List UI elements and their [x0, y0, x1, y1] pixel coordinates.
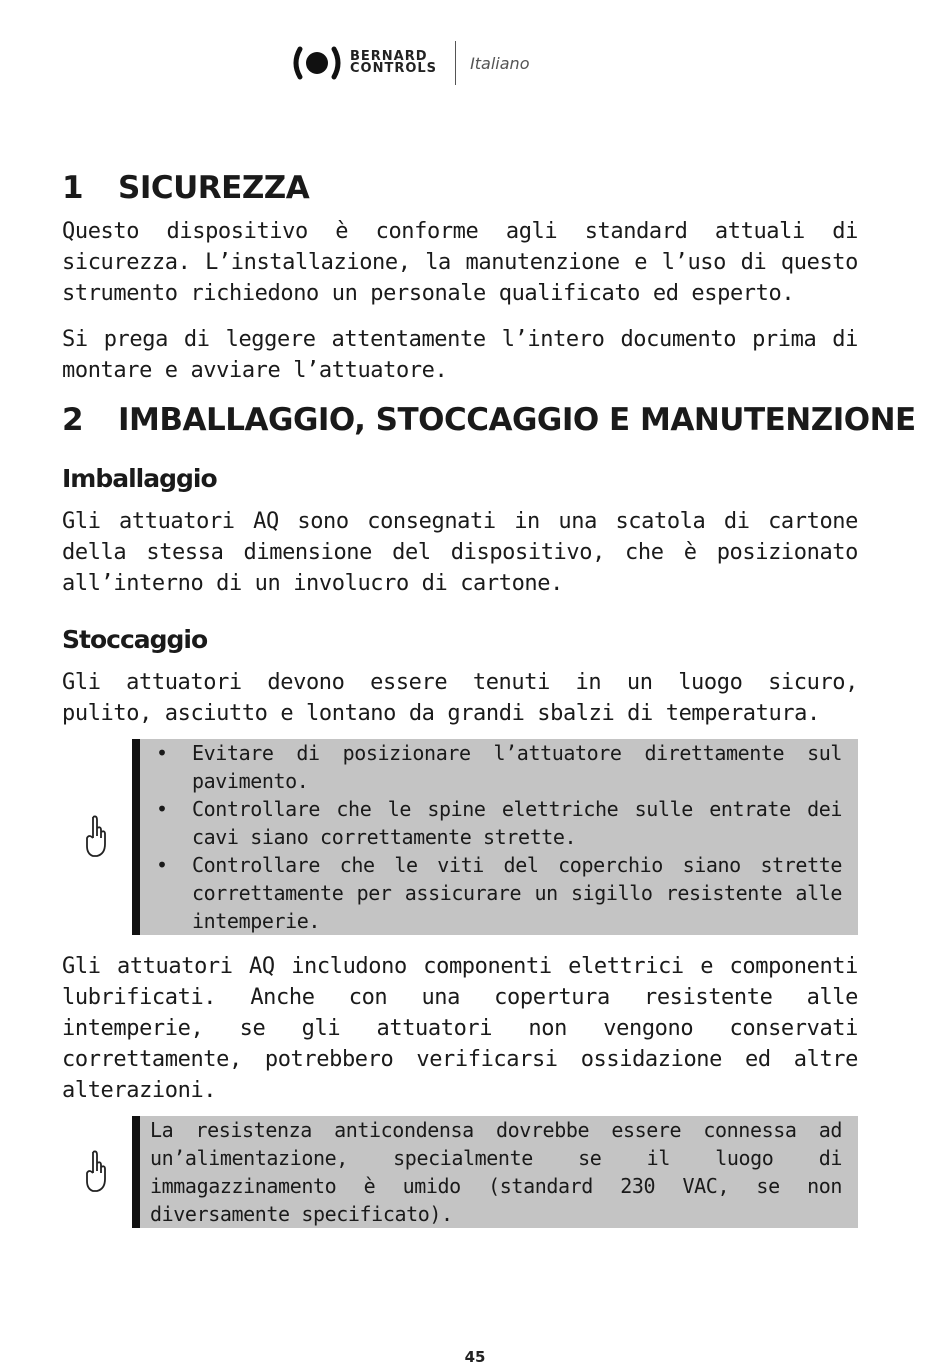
note-list-item: • Controllare che le viti del coperchio siano strette correttamente per assicurare un sigillo resistente alle intemperie. — [192, 851, 842, 935]
page-header — [290, 40, 529, 86]
storage-paragraph-2: Gli attuatori AQ includono componenti elettrici e componenti lubrificati. Anche con una copertura resistente alle intemperie, se gli attuatori non vengono conservati correttamente, potrebbero verificarsi ossidazione ed altre alterazioni. — [62, 954, 858, 1103]
note-bar — [132, 739, 140, 935]
packaging-paragraph: Gli attuatori AQ sono consegnati in una scatola di cartone della stessa dimensione del dispositivo, che è posizionato all’interno di un involucro di cartone. — [62, 509, 858, 596]
section-2-number: 2 — [62, 402, 84, 438]
storage-paragraph: Gli attuatori devono essere tenuti in un luogo sicuro, pulito, asciutto e lontano da grandi sbalzi di temperatura. — [62, 670, 858, 726]
storage-note — [62, 739, 858, 935]
brand-line-1: BERNARD — [350, 49, 428, 64]
section-1-heading — [62, 166, 858, 210]
anticondensation-note — [62, 1116, 858, 1228]
brand-name — [350, 51, 437, 75]
section-2-title: IMBALLAGGIO, STOCCAGGIO E MANUTENZIONE — [118, 402, 916, 438]
header-divider — [455, 41, 456, 85]
note-text: La resistenza anticondensa dovrebbe essere connessa ad un’alimentazione, specialmente se il luogo di immagazzinamento è umido (standard 230 VAC, se non diversamente specificato). — [150, 1118, 842, 1226]
note-list-item: • Controllare che le spine elettriche sulle entrate dei cavi siano correttamente strette. — [192, 795, 842, 851]
packaging-heading: Imballaggio — [62, 464, 217, 493]
note-box — [140, 1116, 858, 1228]
section-1-paragraph-1: Questo dispositivo è conforme agli standard attuali di sicurezza. L’installazione, la manutenzione e l’uso di questo strumento richiedono un personale qualificato ed esperto. — [62, 219, 858, 306]
note-list — [150, 739, 842, 935]
section-2-heading — [62, 398, 916, 442]
pointing-hand-icon — [62, 1116, 132, 1228]
language-label: Italiano — [470, 53, 530, 73]
section-1-title: SICUREZZA — [118, 170, 310, 206]
page-number: 45 — [464, 1348, 486, 1366]
storage-heading: Stoccaggio — [62, 625, 208, 654]
brand-line-2: CONTROLS — [350, 61, 438, 76]
bernard-controls-logo-icon — [290, 43, 346, 83]
note-box — [140, 739, 858, 935]
section-1-number: 1 — [62, 170, 84, 206]
note-bar — [132, 1116, 140, 1228]
pointing-hand-icon — [62, 739, 132, 935]
section-1-paragraph-2: Si prega di leggere attentamente l’intero documento prima di montare e avviare l’attuatore. — [62, 327, 858, 383]
note-list-item: • Evitare di posizionare l’attuatore direttamente sul pavimento. — [192, 739, 842, 795]
page-content — [62, 166, 916, 1228]
